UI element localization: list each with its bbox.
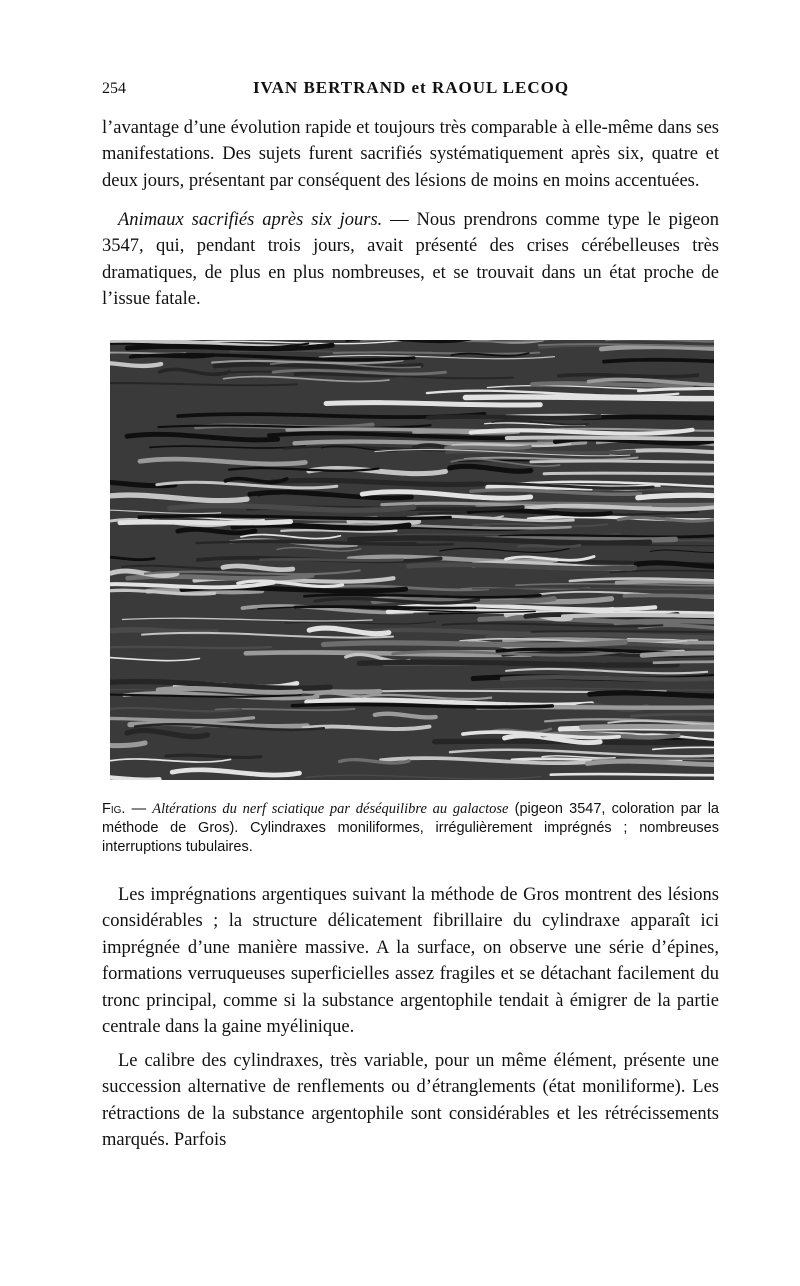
nerve-fibre (624, 595, 714, 597)
nerve-fibre (653, 747, 714, 750)
nerve-fibre (305, 775, 540, 779)
nerve-fibre (583, 417, 714, 419)
nerve-fibre (110, 557, 154, 560)
nerve-fibre (233, 525, 409, 528)
nerve-fibre (260, 559, 402, 560)
nerve-fibre (170, 506, 414, 511)
nerve-fibre (601, 347, 714, 352)
nerve-fibre (140, 459, 305, 464)
nerve-fibre (604, 360, 714, 365)
nerve-fibre (375, 714, 436, 718)
nerve-fibre (428, 416, 599, 418)
nerve-fibre (127, 730, 207, 736)
nerve-fibre (326, 403, 540, 405)
nerve-fibre (638, 388, 714, 392)
caption-label: Fig. (102, 801, 126, 817)
nerve-fibre (110, 743, 145, 746)
nerve-fibre (139, 516, 450, 519)
nerve-fibre (110, 583, 274, 588)
nerve-fibre (323, 642, 625, 645)
nerve-fibre (551, 774, 714, 775)
nerve-fibre (349, 520, 419, 522)
nerve-fibre (127, 434, 278, 440)
nerve-fibre (587, 761, 714, 765)
caption-dash: — (125, 801, 153, 817)
nerve-fibre (610, 570, 714, 573)
nerve-fibre (172, 770, 299, 775)
nerve-fibre (447, 451, 634, 453)
nerve-fibre (110, 383, 297, 385)
nerve-fibre (150, 446, 305, 448)
section-heading-italic: Animaux sacrifiés après six jours. (118, 210, 383, 230)
nerve-fibre (127, 345, 332, 349)
nerve-fibre (110, 362, 161, 366)
nerve-fibre (110, 495, 247, 501)
nerve-fibre (531, 631, 714, 632)
nerve-fibre (472, 587, 714, 589)
nerve-fibre (110, 759, 230, 762)
nerve-fibre (465, 458, 638, 460)
nerve-fibre (285, 622, 435, 624)
body-paragraph-2-text: — Nous prendrons comme type le pigeon 3547, qui, pendant trois jours, avait présenté des crises cérébelleuses très dramatiques, de plus en plus nombreuses, et se trouvait dans un état proche de l’issue fatale. (102, 210, 719, 310)
body-paragraph-1: l’avantage d’une évolution rapide et toujours très comparable à elle-même dans ses manifestations. Des sujets furent sacrifiés systématiquement après six, quatre et deux jours, présentant par conséquent des lésions de moins en moins accentuées. (102, 118, 719, 191)
nerve-fibre (617, 582, 714, 585)
nerve-fibre (636, 563, 714, 567)
nerve-fibre (563, 615, 714, 617)
nerve-fibre (465, 397, 714, 399)
nerve-fibre (631, 714, 714, 718)
page-number: 254 (102, 80, 126, 97)
nerve-fibre (638, 495, 714, 499)
nerve-fibre (159, 369, 229, 374)
nerve-fibre (359, 662, 677, 665)
nerve-fibre (277, 548, 361, 551)
nerve-fibre (446, 447, 530, 449)
nerve-fibre (166, 755, 261, 757)
nerve-fibre (518, 545, 580, 547)
nerve-fibre (450, 466, 531, 471)
nerve-fibre (241, 535, 340, 539)
micrograph-image (110, 340, 714, 780)
figure-caption (102, 800, 719, 857)
nerve-fibre (654, 662, 714, 664)
nerve-fibre (473, 524, 607, 526)
nerve-fibre (110, 777, 159, 780)
nerve-fibre (450, 750, 714, 756)
caption-text: (pigeon 3547, coloration par la méthode de Gros). Cylindraxes moniliformes, irrégulièrement imprégnés ; nombreuses interruptions tubulaires. (102, 801, 719, 855)
caption-italic-title: Altérations du nerf sciatique par déséquilibre au galactose (152, 801, 509, 817)
nerve-fibre (544, 473, 714, 475)
nerve-fibre (123, 618, 373, 621)
nerve-fibre (516, 584, 714, 586)
nerve-fibre (606, 340, 714, 341)
body-paragraph-4: Le calibre des cylindraxes, très variable, pour un même élément, présente une succession alternative de renflements ou d’étranglements (état moniliforme). Les rétractions de la substance argentophile sont considérables et les rétrécissements marqués. Parfois (102, 1051, 719, 1151)
nerve-fibre (178, 529, 255, 533)
nerve-fibre (334, 352, 539, 353)
nerve-fibre (531, 461, 714, 463)
nerve-fibre (110, 510, 221, 514)
nerve-fibre (582, 726, 714, 728)
nerve-fibre (559, 375, 698, 377)
nerve-fibre (507, 437, 714, 439)
nerve-fibre (295, 442, 586, 445)
nerve-fibre (110, 718, 254, 721)
nerve-fibre (120, 522, 291, 523)
nerve-fibre (157, 482, 337, 488)
nerve-fibre (110, 657, 199, 661)
nerve-fibre (224, 377, 389, 382)
nerve-fibre (532, 383, 692, 385)
nerve-fibre (478, 688, 714, 690)
nerve-fibre (110, 647, 271, 648)
micrograph-figure (110, 340, 714, 780)
running-head (102, 78, 720, 104)
nerve-fibre (440, 548, 569, 552)
nerve-fibre (590, 693, 714, 696)
nerve-fibre (506, 669, 707, 673)
nerve-fibre (304, 595, 540, 598)
running-title: IVAN BERTRAND et RAOUL LECOQ (252, 78, 570, 97)
body-paragraph-3: Les imprégnations argentiques suivant la méthode de Gros montrent des lésions considérables ; la structure délicatement fibrillaire du cylindraxe apparaît ici imprégnée d’une manière massive. A la surface, on observe une série d’épines, formations verruqueuses superficielles assez fragiles et se détachant facilement du tronc principal, comme si la substance argentophile tendait à émigrer de la partie centrale dans la gaine myélinique. (102, 885, 719, 1038)
body-paragraph-2 (102, 207, 719, 313)
nerve-fibre (650, 550, 714, 552)
